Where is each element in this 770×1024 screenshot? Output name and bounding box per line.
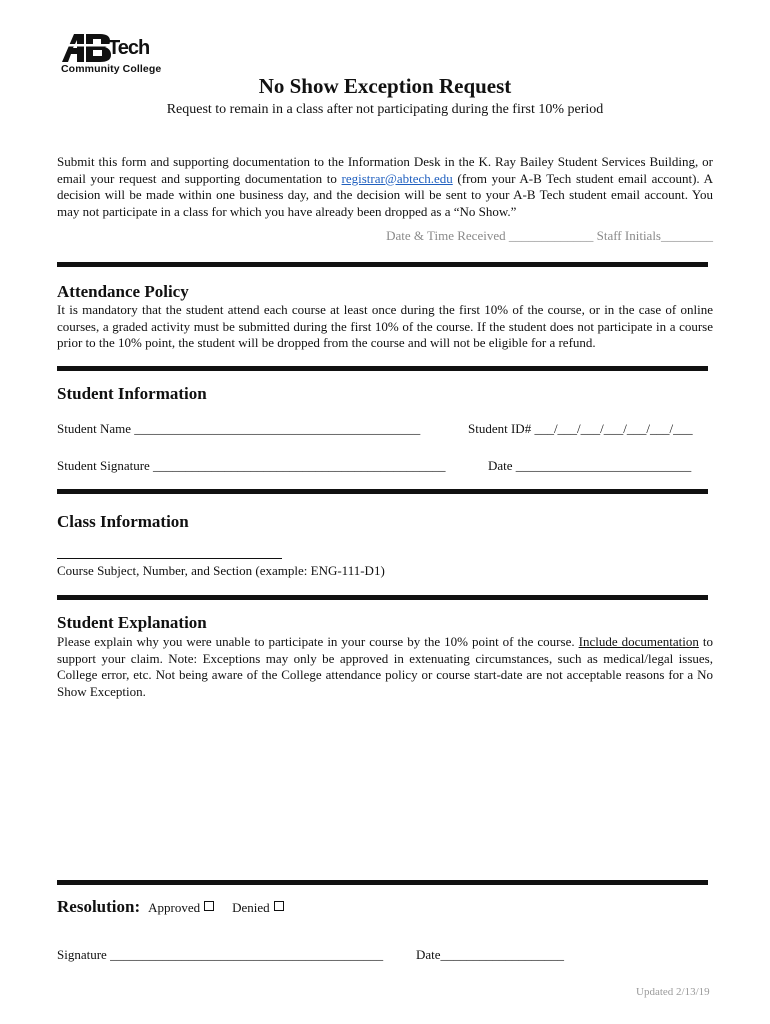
course-input-line[interactable] (57, 558, 282, 559)
class-information-heading: Class Information (57, 512, 189, 531)
student-information-heading: Student Information (57, 384, 207, 403)
section-divider (57, 489, 708, 494)
explanation-text-2: to support your claim. Note: Exceptions may only be approved in extenuating circumstances, such as medical/legal issues, College error, etc. Not being aware of the College attendance policy or course start-date are not acceptable reasons for a No Show Exception. (57, 634, 713, 699)
student-id-field[interactable]: Student ID# ___/___/___/___/___/___/___ (468, 421, 693, 436)
logo-subtitle: Community College (61, 63, 162, 75)
student-signature-field[interactable]: Student Signature _____________________________________________ (57, 458, 446, 473)
student-explanation-text (57, 634, 713, 700)
page-subtitle: Request to remain in a class after not participating during the first 10% period (166, 102, 604, 117)
page-title: No Show Exception Request (258, 74, 512, 98)
section-divider (57, 262, 708, 267)
denied-label: Denied (232, 900, 270, 915)
student-name-field[interactable]: Student Name ____________________________________________ (57, 421, 421, 436)
updated-date: Updated 2/13/19 (636, 986, 710, 998)
section-divider (57, 595, 708, 600)
resolution-signature-field[interactable]: Signature __________________________________________ (57, 947, 384, 962)
resolution-label: Resolution: (57, 897, 141, 916)
explanation-answer-area[interactable] (57, 702, 708, 872)
attendance-policy-heading: Attendance Policy (57, 282, 189, 301)
intro-paragraph (57, 154, 713, 220)
date-time-received-line: Date & Time Received _____________ Staff Initials________ (386, 228, 713, 243)
include-documentation-text: Include documentation (578, 634, 699, 649)
section-divider (57, 366, 708, 371)
student-date-field[interactable]: Date ___________________________ (488, 458, 692, 473)
section-divider (57, 880, 708, 885)
intro-text-1: Submit this form and supporting documentation to the Information Desk in the K. Ray Bailey Student Services Building, or email your request and supporting documentation to (57, 154, 713, 186)
course-input-caption: Course Subject, Number, and Section (example: ENG-111-D1) (57, 563, 385, 578)
denied-checkbox[interactable] (274, 901, 284, 911)
resolution-row (57, 897, 284, 917)
attendance-policy-text: It is mandatory that the student attend each course at least once during the first 10% of the course, or in the case of online courses, a graded activity must be submitted during the first 10% of the course. If the student does not participate in a course prior to the 10% point, the student will be dropped from the course and will not be eligible for a refund. (57, 302, 713, 350)
approved-label: Approved (148, 900, 201, 915)
resolution-date-field[interactable]: Date___________________ (416, 947, 565, 962)
logo-tech-text: Tech (108, 37, 150, 59)
approved-checkbox[interactable] (204, 901, 214, 911)
intro-text-2: (from your A-B Tech student email account). A decision will be made within one business day, and the decision will be sent to your A-B Tech student email account. You may not participate in a class for which you have already been dropped as a “No Show.” (57, 170, 713, 219)
explanation-text-1: Please explain why you were unable to participate in your course by the 10% point of the course. (57, 634, 579, 649)
student-explanation-heading: Student Explanation (57, 613, 207, 632)
registrar-email-link[interactable]: registrar@abtech.edu (341, 170, 453, 186)
